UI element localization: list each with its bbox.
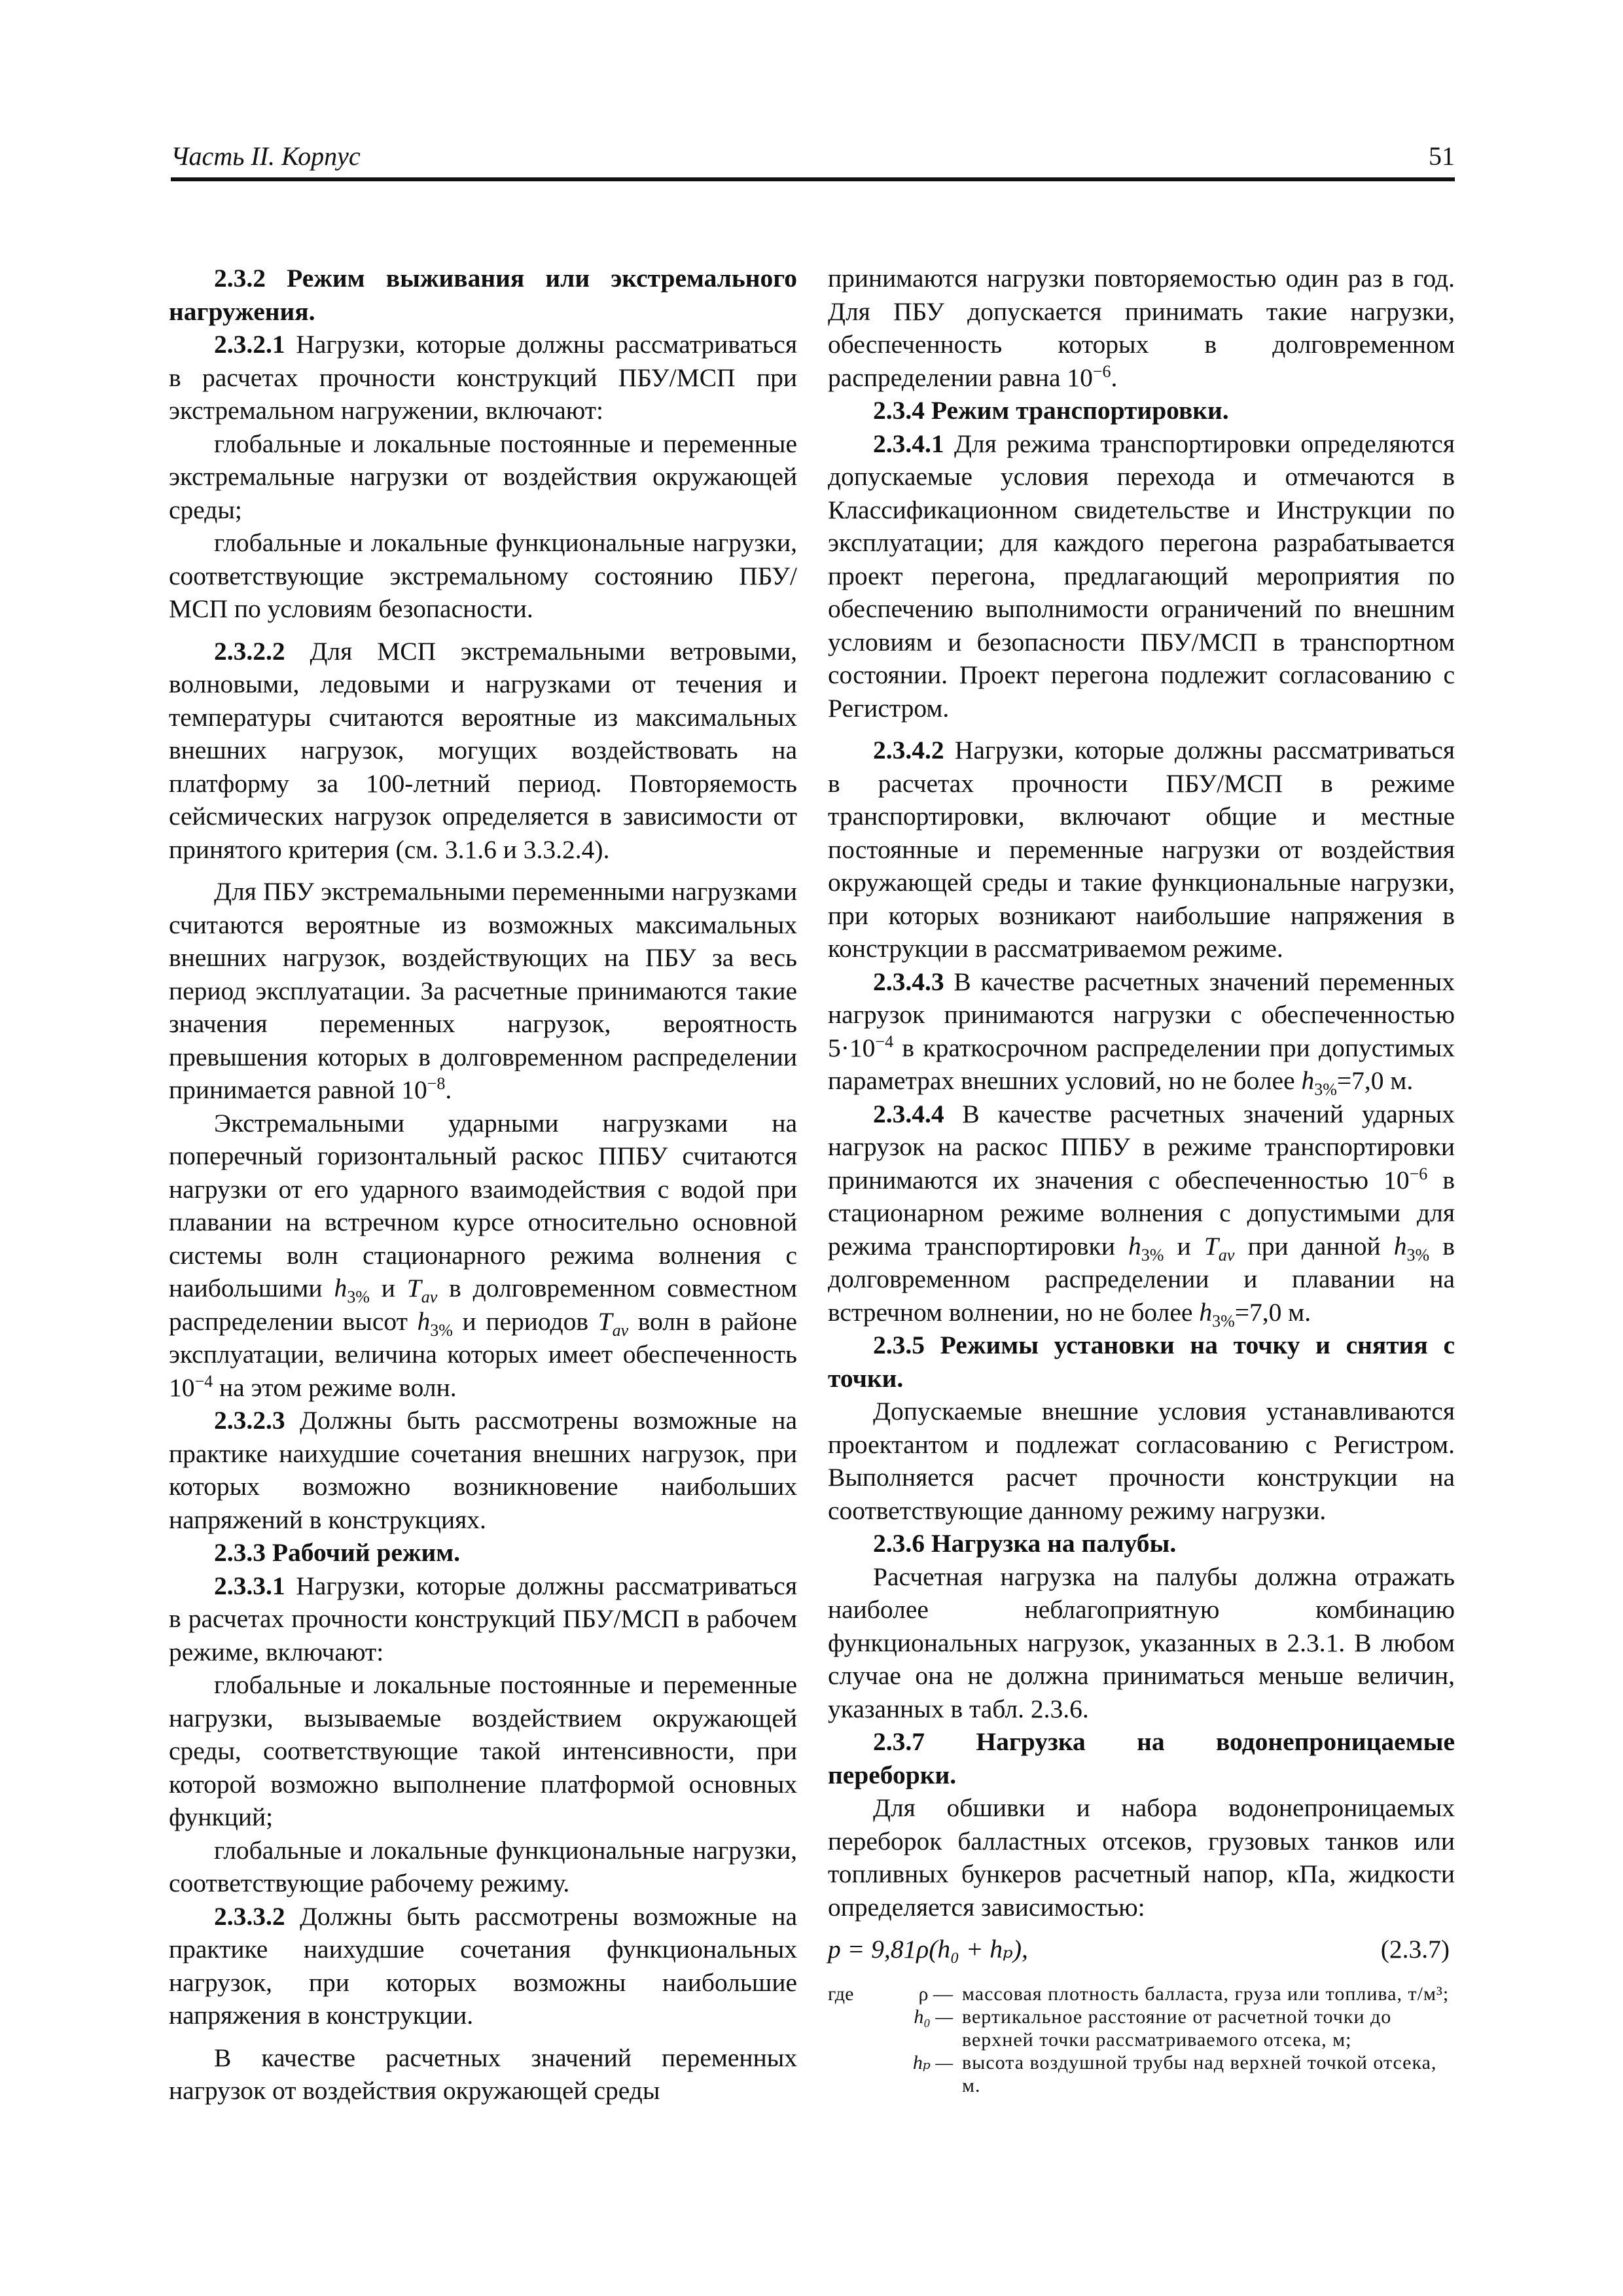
paragraph-text: в долговременном распределении и плавании на встречном волнении, но не более bbox=[828, 1231, 1455, 1327]
heading-2-3-5: 2.3.5 Режимы установки на точку и снятия с точки. bbox=[828, 1331, 1455, 1393]
paragraph-text: принимаются нагрузки повторяемостью один раз в год. Для ПБУ допускается принимать такие нагрузки, обеспеченность которых в долговременном распределении равна 10 bbox=[828, 264, 1455, 392]
subscript: 3% bbox=[1314, 1079, 1337, 1099]
spacer bbox=[828, 2051, 900, 2097]
paragraph-text: Должны быть рассмотрены возможные на практике наихудшие сочетания функциональных нагрузок, при которых возможны наибольшие напряжения в конструкции. bbox=[169, 1901, 797, 2030]
paragraph-text: в краткосрочном распределении при допустимых параметрах внешних условий, но не более bbox=[828, 1033, 1455, 1095]
symbol-t: T bbox=[406, 1274, 421, 1302]
paragraph-continuation bbox=[828, 262, 1455, 394]
paragraph-text: в долговременном совместном распределении высот bbox=[169, 1274, 797, 1336]
subscript: 3% bbox=[1406, 1245, 1430, 1265]
definition-symbol: ρ — bbox=[918, 1983, 953, 2005]
page-number: 51 bbox=[1429, 141, 1455, 171]
subscript: 3% bbox=[1212, 1311, 1235, 1331]
paragraph-text: и bbox=[1164, 1231, 1204, 1261]
list-item: глобальные и локальные функциональные нагрузки, соответствующие рабочему режиму. bbox=[169, 1835, 797, 1897]
paragraph-text: Для ПБУ экстремальными переменными нагрузками считаются вероятные из возможных максимальных внешних нагрузок, воздействующих на ПБУ за весь период эксплуатации. За расчетные принимаются такие значения переменных нагрузок, вероятность превышения которых в долговременном распределении принимается равной 10 bbox=[169, 877, 797, 1104]
paragraph-text: Должны быть рассмотрены возможные на практике наихудшие сочетания внешних нагрузок, при которых возможно возникновение наибольших напряжений в конструкциях. bbox=[169, 1406, 797, 1534]
paragraph-text: В качестве расчетных значений ударных нагрузок на раскос ППБУ в режиме транспортировки принимаются их значения с обеспеченностью 10 bbox=[828, 1099, 1455, 1194]
exponent: −4 bbox=[194, 1371, 213, 1391]
clause-number: 2.3.4.2 bbox=[873, 736, 944, 764]
paragraph-text: Нагрузки, которые должны рассматриваться в расчетах прочности конструкций ПБУ/МСП в рабочем режиме, включают: bbox=[169, 1571, 797, 1666]
left-column bbox=[169, 262, 797, 2108]
paragraph-text: и bbox=[369, 1274, 407, 1302]
symbol-h: h bbox=[1128, 1231, 1141, 1261]
exponent: −8 bbox=[427, 1073, 446, 1093]
paragraph-text: и периодов bbox=[452, 1306, 598, 1336]
paragraph-calc-values: В качестве расчетных значений переменных нагрузок от воздействия окружающей среды bbox=[169, 2043, 797, 2105]
symbol-h: h bbox=[1393, 1231, 1407, 1261]
exponent: −6 bbox=[1409, 1164, 1428, 1183]
paragraph-2-3-5: Допускаемые внешние условия устанавливаются проектантом и подлежат согласованию с Регистром. Выполняется расчет прочности конструкции на соответствующие данному режиму нагрузки. bbox=[828, 1397, 1455, 1525]
subscript: 3% bbox=[347, 1287, 370, 1306]
paragraph-2-3-2-3 bbox=[169, 1404, 797, 1536]
paragraph-2-3-2-2 bbox=[169, 635, 797, 867]
list-item: глобальные и локальные постоянные и переменные экстремальные нагрузки от воздействия окружающей среды; bbox=[169, 429, 797, 524]
running-title: Часть II. Корпус bbox=[171, 141, 361, 171]
paragraph-text: Нагрузки, которые должны рассматриваться в расчетах прочности ПБУ/МСП в режиме транспортировки, включают общие и местные постоянные и переменные нагрузки от воздействия окружающей среды и такие функциональные нагрузки, при которых возникают наибольшие напряжения в конструкции в рассматриваемом режиме. bbox=[828, 736, 1455, 963]
clause-number: 2.3.2.2 bbox=[214, 636, 285, 666]
paragraph-text: Нагрузки, которые должны рассматриваться в расчетах прочности конструкций ПБУ/МСП при экстремальном нагружении, включают: bbox=[169, 330, 797, 425]
subscript: av bbox=[612, 1320, 629, 1340]
page-header bbox=[171, 141, 1455, 180]
subscript: av bbox=[421, 1287, 438, 1306]
paragraph-text: при данной bbox=[1234, 1231, 1394, 1261]
paragraph-2-3-6: Расчетная нагрузка на палубы должна отражать наиболее неблагоприятную комбинацию функциональных нагрузок, указанных в 2.3.1. В любом случае она не должна приниматься меньше величин, указанных в табл. 2.3.6. bbox=[828, 1562, 1455, 1723]
paragraph-text: . bbox=[1111, 363, 1118, 392]
spacer bbox=[828, 2005, 900, 2051]
paragraph-2-3-2-1 bbox=[169, 328, 797, 427]
symbol-h: h bbox=[417, 1306, 431, 1336]
formula-2-3-7 bbox=[828, 1933, 1455, 1973]
clause-number: 2.3.2.3 bbox=[214, 1406, 285, 1435]
symbol-t: T bbox=[597, 1306, 613, 1336]
subscript: 3% bbox=[430, 1320, 453, 1340]
definition-text: высота воздушной трубы над верхней точкой отсека, м. bbox=[962, 2052, 1437, 2096]
paragraph-text: на этом режиме волн. bbox=[213, 1372, 457, 1402]
paragraph-text: Для МСП экстремальными ветровыми, волновыми, ледовыми и нагрузками от течения и температуры считаются вероятные из максимальных внешних нагрузок, могущих воздействовать на платформу за 100-летний период. Повторяемость сейсмических нагрузок определяется в зависимости от принятого критерия (см. 3.1.6 и 3.3.2.4). bbox=[169, 636, 797, 864]
formula-expression: p = 9,81ρ(h₀ + hₚ), bbox=[828, 1935, 1028, 1964]
formula-number: (2.3.7) bbox=[1380, 1935, 1450, 1964]
paragraph-2-3-4-1 bbox=[828, 427, 1455, 725]
clause-number: 2.3.3.2 bbox=[214, 1901, 285, 1931]
clause-number: 2.3.3.1 bbox=[214, 1571, 285, 1600]
list-item: глобальные и локальные функциональные нагрузки, соответствующие экстремальному состоянию ПБУ/МСП по условиям безопасности. bbox=[169, 528, 797, 623]
definition-row bbox=[828, 2051, 1455, 2097]
symbol-definitions bbox=[828, 1982, 1455, 2097]
paragraph-text: Экстремальными ударными нагрузками на поперечный горизонтальный раскос ППБУ считаются нагрузки от его ударного взаимодействия с водой при плавании на встречном курсе относительно основной системы волн стационарного режима волнения с наибольшими bbox=[169, 1108, 797, 1302]
paragraph-text: . bbox=[445, 1075, 452, 1104]
clause-number: 2.3.4.3 bbox=[873, 967, 944, 996]
symbol-h: h bbox=[1301, 1066, 1315, 1095]
paragraph-2-3-4-3 bbox=[828, 965, 1455, 1098]
heading-2-3-2: 2.3.2 Режим выживания или экстремального нагружения. bbox=[169, 264, 797, 326]
list-item: глобальные и локальные постоянные и переменные нагрузки, вызываемые воздействием окружающей среды, соответствующие такой интенсивности, при которой возможно выполнение платформой основных функций; bbox=[169, 1670, 797, 1831]
exponent: −6 bbox=[1092, 361, 1111, 381]
header-rule bbox=[171, 177, 1455, 181]
heading-2-3-6: 2.3.6 Нагрузка на палубы. bbox=[873, 1529, 1177, 1558]
exponent: −4 bbox=[875, 1031, 894, 1051]
paragraph-text: Для режима транспортировки определяются допускаемые условия перехода и отмечаются в Классификационном свидетельстве и Инструкции по эксплуатации; для каждого перегона разрабатывается проект перегона, предлагающий мероприятия по обеспечению выполнимости ограничений по внешним условиям и безопасности ПБУ/МСП в транспортном состоянии. Проект перегона подлежит согласованию с Регистром. bbox=[828, 429, 1455, 723]
paragraph-2-3-3-1 bbox=[169, 1570, 797, 1669]
symbol-h: h bbox=[1199, 1297, 1213, 1327]
paragraph-text: в стационарном режиме волнения с допустимыми для режима транспортировки bbox=[828, 1165, 1455, 1261]
heading-2-3-4: 2.3.4 Режим транспортировки. bbox=[873, 396, 1229, 425]
definition-text: массовая плотность балласта, груза или топлива, т/м³; bbox=[962, 1983, 1450, 2005]
paragraph-2-3-3-2 bbox=[169, 1900, 797, 2032]
definition-text: вертикальное расстояние от расчетной точки до верхней точки рассматриваемого отсека, м; bbox=[962, 2006, 1392, 2051]
definition-symbol: h₀ — bbox=[914, 2006, 953, 2028]
paragraph-text: =7,0 м. bbox=[1336, 1066, 1414, 1095]
heading-2-3-3: 2.3.3 Рабочий режим. bbox=[214, 1538, 461, 1567]
clause-number: 2.3.2.1 bbox=[214, 330, 285, 359]
subscript: 3% bbox=[1141, 1245, 1164, 1265]
paragraph-extreme-impact bbox=[169, 1107, 797, 1405]
definition-symbol: hₚ — bbox=[912, 2052, 953, 2073]
paragraph-2-3-4-4 bbox=[828, 1098, 1455, 1329]
definition-row bbox=[828, 2005, 1455, 2051]
paragraph-2-3-7: Для обшивки и набора водонепроницаемых переборок балластных отсеков, грузовых танков или топливных бункеров расчетный напор, кПа, жидкости определяется зависимостью: bbox=[828, 1793, 1455, 1922]
right-column bbox=[828, 262, 1455, 2097]
where-label: где bbox=[828, 1983, 854, 2005]
definition-row bbox=[828, 1982, 1455, 2005]
paragraph-text: =7,0 м. bbox=[1234, 1297, 1311, 1327]
symbol-t: T bbox=[1204, 1231, 1219, 1261]
paragraph-2-3-4-2 bbox=[828, 734, 1455, 965]
paragraph-text: В качестве расчетных значений переменных нагрузок принимаются нагрузки с обеспеченностью 5·10 bbox=[828, 967, 1455, 1062]
clause-number: 2.3.4.4 bbox=[873, 1099, 944, 1128]
paragraph-pbu bbox=[169, 875, 797, 1107]
clause-number: 2.3.4.1 bbox=[873, 429, 944, 458]
paragraph-text: волн в районе эксплуатации, величина которых имеет обеспеченность 10 bbox=[169, 1306, 798, 1402]
symbol-h: h bbox=[334, 1274, 348, 1302]
heading-2-3-7: 2.3.7 Нагрузка на водонепроницаемые переборки. bbox=[828, 1727, 1455, 1789]
subscript: av bbox=[1218, 1245, 1235, 1265]
